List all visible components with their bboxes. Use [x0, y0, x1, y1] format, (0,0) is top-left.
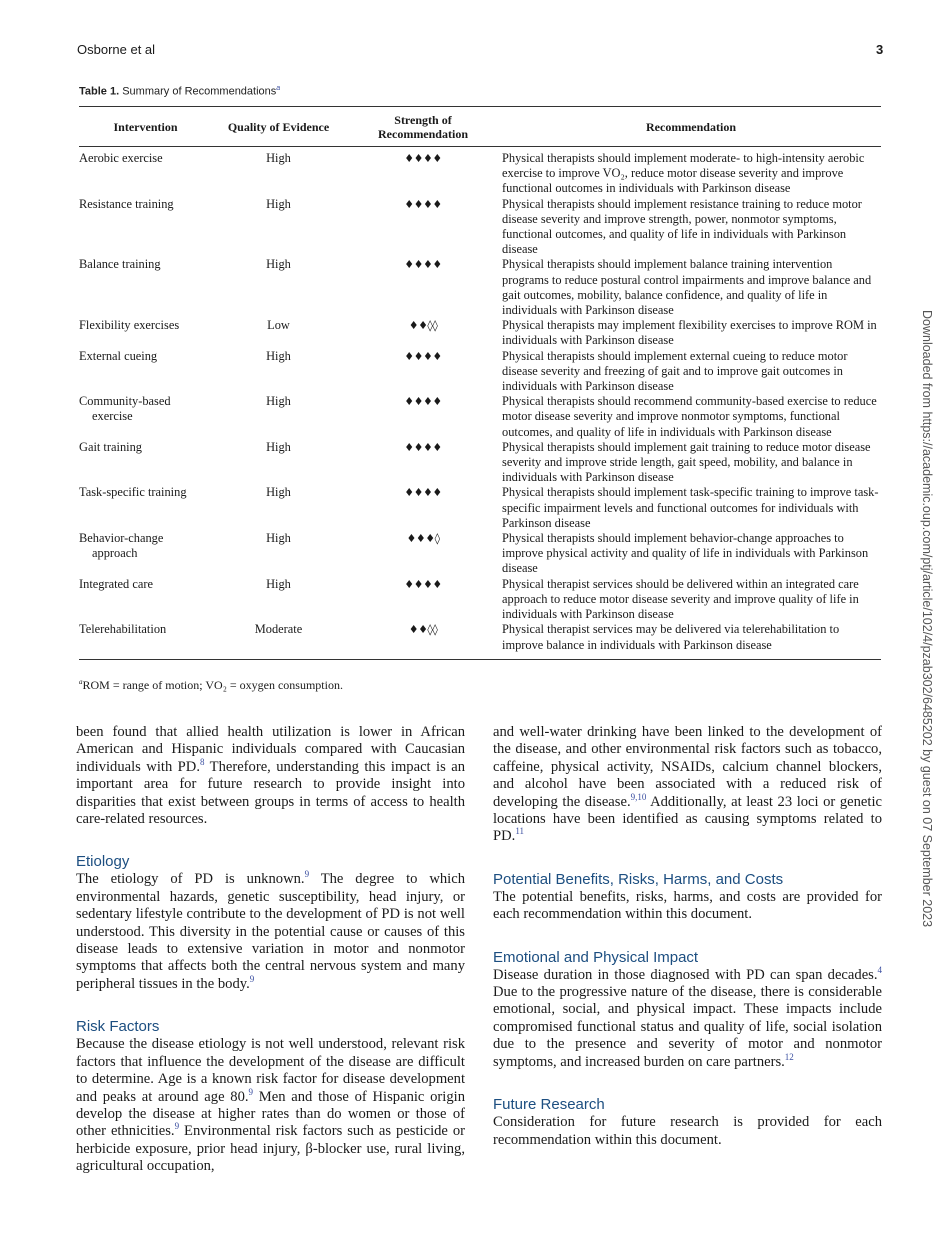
recommendation-text: Physical therapists should implement behavior-change approaches to improve physical activity and quality of life in individuals with Parkinson disease: [502, 531, 869, 576]
citation-link[interactable]: 9: [249, 974, 255, 985]
intervention-name: Task-specific training: [79, 485, 187, 500]
text-run: The etiology of PD is unknown.: [76, 871, 305, 888]
table-row: [79, 622, 881, 659]
table-row: [79, 197, 881, 258]
strength-rating-icon: ♦♦♦♦: [404, 197, 442, 211]
intervention-name-continued: approach: [92, 546, 138, 561]
quality-of-evidence-cell: Low: [267, 318, 290, 333]
left-text-column: [76, 724, 465, 1176]
quality-of-evidence-cell: High: [266, 531, 291, 546]
table-footnote: [79, 678, 343, 693]
intervention-name: Aerobic exercise: [79, 151, 163, 165]
intervention-cell: [79, 394, 212, 440]
future-research-paragraph: Consideration for future research is provided for each recommendation within this document.: [493, 1114, 882, 1148]
page-number: 3: [876, 42, 884, 57]
intervention-cell: [79, 485, 212, 531]
recommendation-text: Physical therapists should implement resistance training to reduce motor disease severity and improve strength, power, nonmotor symptoms, functional outcomes, and quality of life in individuals with Parkinson disease: [502, 196, 862, 257]
column-header-strength-text: Strength of Recommendation: [378, 112, 468, 141]
citation-link[interactable]: 11: [515, 826, 524, 837]
column-header-strength: [345, 107, 501, 147]
strength-rating-icon: ♦♦◊◊: [408, 319, 438, 333]
intervention-name: Community-based: [79, 394, 171, 409]
recommendation-cell: [501, 318, 881, 348]
strength-rating-icon: ♦♦♦♦: [404, 440, 442, 454]
text-run: Disease duration in those diagnosed with PD can span decades.: [493, 966, 878, 983]
citation-link[interactable]: 4: [877, 964, 882, 975]
strength-rating-icon: ♦♦◊◊: [345, 622, 501, 659]
recommendation-text: Physical therapists should implement external cueing to reduce motor disease severity and freezing of gait and to improve gait outcomes in individuals with Parkinson disease: [502, 348, 848, 394]
recommendation-text: Physical therapists should implement task-specific training to improve task-specific impairment levels and functional outcomes for individuals with Parkinson disease: [502, 485, 879, 530]
citation-link[interactable]: 9: [248, 1086, 254, 1097]
recommendation-cell: [501, 147, 881, 197]
etiology-paragraph: [76, 871, 465, 993]
recommendation-cell: [501, 349, 881, 395]
recommendation-cell: [501, 197, 881, 258]
recommendation-cell: [501, 577, 881, 623]
running-head: Osborne et al: [77, 42, 156, 57]
right-text-column: [493, 724, 882, 1149]
download-watermark: Downloaded from https://academic.oup.com/ptj/article/102/4/pzab302/6485202 by guest on 07 September 2023: [920, 310, 934, 928]
table-footnote-marker: a: [79, 678, 83, 686]
intervention-cell: [79, 257, 212, 318]
strength-rating-icon: ♦♦♦♦: [404, 258, 442, 272]
text-run: The degree to which environmental hazards, genetic susceptibility, head injury, or sedentary lifestyle contribute to the development of PD is not well understood. This diversity in the potential cause or causes of this disease leads to extensive variation in motor and nonmotor symptoms that affects both the central nervous system and many peripheral tissues in the body.: [76, 871, 466, 992]
recommendation-text: Physical therapists should implement gait training to reduce motor disease severity and improve stride length, gait speed, mobility, and balance in individuals with Parkinson disease: [502, 439, 871, 485]
column-header-quality: Quality of Evidence: [212, 107, 345, 147]
citation-link[interactable]: 9: [630, 791, 636, 802]
risk-factors-paragraph: [76, 1036, 465, 1175]
text-run: and well-water drinking have been linked to the development of the disease, and other environmental risk factors such as tobacco, caffeine, physical activity, NSAIDs, calcium channel blockers, and alcohol have been associated with a reduced risk of developing the disease.: [493, 724, 882, 810]
table-footnote-text: ROM = range of motion; VO₂ = oxygen consumption.: [82, 678, 343, 692]
intervention-name: Flexibility exercises: [79, 318, 180, 333]
table-row: [79, 147, 881, 197]
intervention-name-continued: exercise: [92, 409, 133, 424]
intervention-name: Integrated care: [79, 576, 153, 591]
strength-rating-icon: ♦♦♦♦: [404, 577, 442, 591]
intervention-cell: [79, 577, 212, 623]
table-row: [79, 440, 881, 486]
table-row: [79, 394, 881, 440]
text-run: Because the disease etiology is not well understood, relevant risk factors that influence the development of the disease are difficult to determine. Age is a known risk factor for disease development and peaks at around age 80.: [76, 1036, 465, 1105]
intervention-cell: [79, 349, 212, 395]
table-row: [79, 257, 881, 318]
table-body: [79, 147, 881, 660]
text-run: Environmental risk factors such as pesticide or herbicide exposure, prior head injury, β-blocker use, rural living, agricultural occupation,: [76, 1123, 466, 1175]
risk-factors-heading: Risk Factors: [76, 1018, 160, 1036]
quality-of-evidence-cell: Moderate: [212, 622, 345, 659]
intervention-cell: [79, 622, 212, 659]
text-run: Additionally, at least 23 loci or genetic locations have been identified as causing symptoms related to PD.: [493, 793, 882, 845]
intervention-cell: [79, 440, 212, 486]
quality-of-evidence-cell: High: [266, 576, 291, 591]
impact-heading: Emotional and Physical Impact: [493, 948, 699, 966]
quality-of-evidence-cell: High: [266, 348, 291, 363]
quality-of-evidence-cell: High: [266, 257, 291, 272]
table-row: [79, 318, 881, 348]
recommendation-text: Physical therapists may implement flexibility exercises to improve ROM in individuals with Parkinson disease: [502, 318, 877, 348]
benefits-heading: Potential Benefits, Risks, Harms, and Costs: [493, 870, 784, 888]
text-run: Men and those of Hispanic origin develop the disease at higher rates than do women or those of other ethnicities.: [76, 1088, 465, 1140]
intervention-cell: [79, 147, 212, 197]
recommendation-text: Physical therapist services may be delivered via telerehabilitation to improve balance in individuals with Parkinson disease: [502, 622, 840, 652]
continued-paragraph: [493, 724, 882, 846]
citation-link[interactable]: 9: [174, 1121, 180, 1132]
recommendation-cell: [501, 440, 881, 486]
strength-rating-icon: ♦♦♦♦: [404, 152, 442, 165]
table-caption-note-marker: a: [276, 85, 281, 92]
intervention-name: Telerehabilitation: [79, 622, 167, 637]
quality-of-evidence-cell: High: [266, 485, 291, 500]
strength-rating-icon: ♦♦♦♦: [404, 395, 442, 409]
table-row: [79, 577, 881, 623]
column-header-intervention: Intervention: [79, 107, 212, 147]
table-header-row: [79, 107, 881, 147]
recommendation-text: Physical therapists should implement balance training intervention programs to reduce postural control impairments and improve balance and gait outcomes, mobility, balance confidence, and quality of life in individuals with Parkinson disease: [502, 257, 872, 318]
recommendation-cell: [501, 531, 881, 577]
quality-of-evidence-cell: High: [266, 394, 291, 409]
text-run: Therefore, understanding this impact is an important area for future research to provide insight into disparities that exist between groups in terms of access to health care-related resources.: [76, 758, 465, 828]
intervention-name: Balance training: [79, 257, 161, 272]
intervention-name: Behavior-change: [79, 531, 164, 546]
recommendation-text: Physical therapist services should be delivered within an integrated care approach to reduce motor disease severity and improve quality of life in individuals with Parkinson disease: [502, 576, 859, 622]
intervention-cell: [79, 318, 212, 348]
strength-rating-icon: ♦♦♦♦: [404, 349, 442, 363]
recommendations-table: [79, 106, 881, 660]
intervention-cell: [79, 531, 212, 577]
text-run: Due to the progressive nature of the disease, there is considerable emotional, social, and physical impact. These impacts include compromised functional status and quality of life, social isolation due to the presence and severity of motor and nonmotor symptoms, and increased burden on care partners.: [493, 984, 882, 1070]
quality-of-evidence-cell: High: [266, 151, 291, 165]
intervention-name: Resistance training: [79, 196, 174, 211]
recommendation-cell: [501, 394, 881, 440]
benefits-paragraph: The potential benefits, risks, harms, and costs are provided for each recommendation within this document.: [493, 888, 882, 923]
intervention-name: External cueing: [79, 348, 158, 363]
citation-link[interactable]: 10: [637, 791, 647, 802]
recommendation-text: Physical therapists should recommend community-based exercise to reduce motor disease severity and improve nonmotor symptoms, functional outcomes, and quality of life in individuals with Parkinson disease: [502, 394, 877, 439]
text-run: been found that allied health utilization is lower in African American and Hispanic individuals compared with Caucasian individuals with PD.: [76, 724, 465, 775]
citation-link[interactable]: 8: [199, 756, 205, 767]
recommendation-cell: [501, 257, 881, 318]
recommendation-text: Physical therapists should implement moderate- to high-intensity aerobic exercise to improve VO₂, reduce motor disease severity and improve functional outcomes in individuals with Parkinson disease: [502, 151, 865, 196]
table-row: [79, 349, 881, 395]
citation-link[interactable]: 12: [784, 1051, 794, 1062]
intervention-name: Gait training: [79, 439, 142, 454]
column-header-recommendation: Recommendation: [501, 107, 881, 147]
recommendation-cell: [501, 622, 881, 659]
citation-separator: ,: [635, 791, 638, 802]
table-row: [79, 485, 881, 531]
citation-link[interactable]: 9: [304, 869, 310, 880]
impact-paragraph: [493, 964, 882, 1071]
table-row: [79, 531, 881, 577]
future-research-heading: Future Research: [493, 1096, 605, 1114]
recommendation-cell: [501, 485, 881, 531]
table-caption-label: Table 1.: [79, 85, 120, 98]
table-caption-text: Summary of Recommendations: [122, 85, 277, 98]
etiology-heading: Etiology: [76, 853, 130, 871]
strength-rating-icon: ♦♦♦♦: [404, 486, 442, 500]
intro-paragraph: [76, 724, 465, 828]
table-caption: [79, 85, 280, 98]
quality-of-evidence-cell: High: [266, 196, 291, 211]
intervention-cell: [79, 197, 212, 258]
quality-of-evidence-cell: High: [266, 439, 291, 454]
strength-rating-icon: ♦♦♦◊: [406, 532, 440, 546]
